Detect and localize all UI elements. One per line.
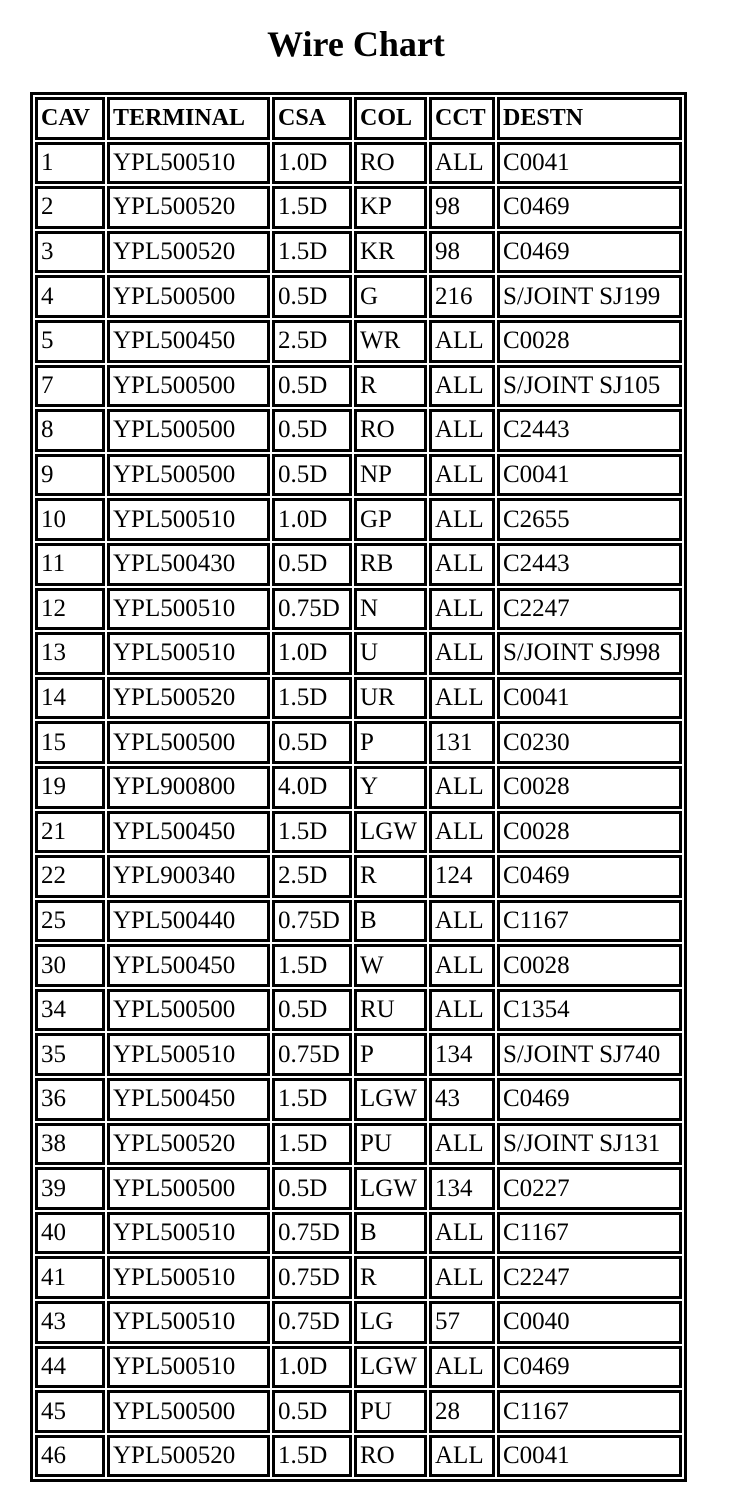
column-header-col: COL bbox=[354, 97, 427, 140]
cell-terminal: YPL500500 bbox=[107, 989, 270, 1032]
table-row bbox=[35, 498, 682, 541]
cell-csa: 1.0D bbox=[272, 498, 352, 541]
cell-destn: C0028 bbox=[497, 944, 682, 987]
cell-col: P bbox=[354, 721, 427, 764]
cell-destn: C1167 bbox=[497, 900, 682, 943]
cell-cav: 46 bbox=[35, 1435, 105, 1478]
cell-destn: C2443 bbox=[497, 409, 682, 452]
cell-terminal: YPL500500 bbox=[107, 365, 270, 408]
cell-terminal: YPL500500 bbox=[107, 721, 270, 764]
cell-cct: ALL bbox=[429, 454, 495, 497]
cell-cav: 35 bbox=[35, 1033, 105, 1076]
cell-col: LG bbox=[354, 1301, 427, 1344]
cell-terminal: YPL900800 bbox=[107, 766, 270, 809]
cell-cct: ALL bbox=[429, 588, 495, 631]
cell-terminal: YPL500520 bbox=[107, 231, 270, 274]
table-row bbox=[35, 1167, 682, 1210]
cell-col: RU bbox=[354, 989, 427, 1032]
table-row bbox=[35, 989, 682, 1032]
cell-cav: 4 bbox=[35, 275, 105, 318]
cell-cav: 12 bbox=[35, 588, 105, 631]
table-row bbox=[35, 186, 682, 229]
cell-cav: 10 bbox=[35, 498, 105, 541]
cell-destn: S/JOINT SJ199 bbox=[497, 275, 682, 318]
cell-terminal: YPL500520 bbox=[107, 186, 270, 229]
cell-col: R bbox=[354, 365, 427, 408]
table-row bbox=[35, 365, 682, 408]
cell-destn: C0028 bbox=[497, 811, 682, 854]
cell-terminal: YPL500510 bbox=[107, 1256, 270, 1299]
cell-destn: C0041 bbox=[497, 677, 682, 720]
table-row bbox=[35, 1256, 682, 1299]
cell-destn: C0469 bbox=[497, 855, 682, 898]
cell-col: U bbox=[354, 632, 427, 675]
cell-cav: 13 bbox=[35, 632, 105, 675]
cell-csa: 0.5D bbox=[272, 409, 352, 452]
cell-terminal: YPL500510 bbox=[107, 1033, 270, 1076]
cell-terminal: YPL500510 bbox=[107, 632, 270, 675]
cell-cct: ALL bbox=[429, 944, 495, 987]
cell-destn: S/JOINT SJ998 bbox=[497, 632, 682, 675]
cell-col: P bbox=[354, 1033, 427, 1076]
cell-destn: C0469 bbox=[497, 186, 682, 229]
cell-destn: S/JOINT SJ740 bbox=[497, 1033, 682, 1076]
cell-cct: 216 bbox=[429, 275, 495, 318]
cell-cct: ALL bbox=[429, 1256, 495, 1299]
cell-cav: 15 bbox=[35, 721, 105, 764]
cell-destn: C2247 bbox=[497, 588, 682, 631]
cell-cct: ALL bbox=[429, 989, 495, 1032]
cell-cct: ALL bbox=[429, 409, 495, 452]
cell-destn: C0028 bbox=[497, 320, 682, 363]
cell-cct: ALL bbox=[429, 811, 495, 854]
table-row bbox=[35, 588, 682, 631]
cell-col: B bbox=[354, 1212, 427, 1255]
cell-cav: 19 bbox=[35, 766, 105, 809]
cell-cct: 134 bbox=[429, 1167, 495, 1210]
column-header-cav: CAV bbox=[35, 97, 105, 140]
cell-col: KP bbox=[354, 186, 427, 229]
cell-cav: 11 bbox=[35, 543, 105, 586]
cell-col: W bbox=[354, 944, 427, 987]
cell-destn: C0041 bbox=[497, 142, 682, 185]
cell-terminal: YPL500520 bbox=[107, 677, 270, 720]
table-row bbox=[35, 944, 682, 987]
wire-chart-table bbox=[30, 92, 687, 1482]
page-title: Wire Chart bbox=[267, 24, 445, 64]
cell-terminal: YPL500430 bbox=[107, 543, 270, 586]
cell-terminal: YPL500440 bbox=[107, 900, 270, 943]
table-row bbox=[35, 855, 682, 898]
cell-cct: 131 bbox=[429, 721, 495, 764]
cell-cav: 44 bbox=[35, 1346, 105, 1389]
cell-terminal: YPL500510 bbox=[107, 142, 270, 185]
cell-terminal: YPL500500 bbox=[107, 409, 270, 452]
cell-cav: 7 bbox=[35, 365, 105, 408]
cell-col: R bbox=[354, 1256, 427, 1299]
cell-csa: 0.75D bbox=[272, 588, 352, 631]
cell-cav: 41 bbox=[35, 1256, 105, 1299]
cell-csa: 0.5D bbox=[272, 1390, 352, 1433]
cell-destn: C2443 bbox=[497, 543, 682, 586]
cell-terminal: YPL500510 bbox=[107, 498, 270, 541]
cell-cct: 28 bbox=[429, 1390, 495, 1433]
cell-destn: C0227 bbox=[497, 1167, 682, 1210]
cell-cav: 22 bbox=[35, 855, 105, 898]
cell-cct: ALL bbox=[429, 1346, 495, 1389]
cell-csa: 1.5D bbox=[272, 1078, 352, 1121]
table-row bbox=[35, 1033, 682, 1076]
cell-terminal: YPL500510 bbox=[107, 1212, 270, 1255]
cell-destn: C2247 bbox=[497, 1256, 682, 1299]
cell-csa: 2.5D bbox=[272, 320, 352, 363]
cell-cct: ALL bbox=[429, 498, 495, 541]
cell-col: NP bbox=[354, 454, 427, 497]
cell-csa: 0.5D bbox=[272, 365, 352, 408]
cell-csa: 0.75D bbox=[272, 1212, 352, 1255]
cell-cct: 98 bbox=[429, 186, 495, 229]
cell-terminal: YPL500450 bbox=[107, 811, 270, 854]
table-row bbox=[35, 632, 682, 675]
cell-cct: 98 bbox=[429, 231, 495, 274]
cell-col: LGW bbox=[354, 811, 427, 854]
cell-csa: 0.75D bbox=[272, 1033, 352, 1076]
cell-col: Y bbox=[354, 766, 427, 809]
table-row bbox=[35, 1123, 682, 1166]
cell-col: RO bbox=[354, 142, 427, 185]
cell-csa: 0.5D bbox=[272, 1167, 352, 1210]
cell-csa: 4.0D bbox=[272, 766, 352, 809]
column-header-csa: CSA bbox=[272, 97, 352, 140]
cell-csa: 1.0D bbox=[272, 1346, 352, 1389]
cell-col: RO bbox=[354, 409, 427, 452]
cell-csa: 1.5D bbox=[272, 231, 352, 274]
cell-col: G bbox=[354, 275, 427, 318]
cell-destn: C1354 bbox=[497, 989, 682, 1032]
cell-destn: C0028 bbox=[497, 766, 682, 809]
cell-terminal: YPL900340 bbox=[107, 855, 270, 898]
cell-csa: 1.5D bbox=[272, 1435, 352, 1478]
cell-cct: ALL bbox=[429, 766, 495, 809]
cell-cct: ALL bbox=[429, 320, 495, 363]
cell-terminal: YPL500510 bbox=[107, 1301, 270, 1344]
table-row bbox=[35, 409, 682, 452]
cell-cct: ALL bbox=[429, 543, 495, 586]
cell-terminal: YPL500500 bbox=[107, 1167, 270, 1210]
cell-cav: 45 bbox=[35, 1390, 105, 1433]
cell-csa: 1.5D bbox=[272, 1123, 352, 1166]
table-row bbox=[35, 766, 682, 809]
cell-cav: 2 bbox=[35, 186, 105, 229]
cell-cct: ALL bbox=[429, 677, 495, 720]
cell-destn: C0041 bbox=[497, 454, 682, 497]
cell-destn: S/JOINT SJ105 bbox=[497, 365, 682, 408]
cell-col: R bbox=[354, 855, 427, 898]
cell-col: WR bbox=[354, 320, 427, 363]
cell-csa: 0.5D bbox=[272, 543, 352, 586]
table-row bbox=[35, 275, 682, 318]
cell-cct: ALL bbox=[429, 142, 495, 185]
table-row bbox=[35, 677, 682, 720]
cell-col: LGW bbox=[354, 1078, 427, 1121]
table-row bbox=[35, 900, 682, 943]
table-header-row bbox=[35, 97, 682, 140]
table-row bbox=[35, 721, 682, 764]
cell-csa: 1.5D bbox=[272, 677, 352, 720]
table-body bbox=[35, 142, 682, 1478]
cell-col: PU bbox=[354, 1123, 427, 1166]
cell-destn: C0041 bbox=[497, 1435, 682, 1478]
cell-cav: 1 bbox=[35, 142, 105, 185]
cell-col: N bbox=[354, 588, 427, 631]
cell-terminal: YPL500520 bbox=[107, 1435, 270, 1478]
cell-cct: 134 bbox=[429, 1033, 495, 1076]
cell-cav: 14 bbox=[35, 677, 105, 720]
cell-col: PU bbox=[354, 1390, 427, 1433]
cell-cav: 25 bbox=[35, 900, 105, 943]
cell-col: UR bbox=[354, 677, 427, 720]
cell-cct: ALL bbox=[429, 1212, 495, 1255]
cell-cct: ALL bbox=[429, 365, 495, 408]
cell-col: LGW bbox=[354, 1346, 427, 1389]
cell-csa: 0.75D bbox=[272, 900, 352, 943]
table-row bbox=[35, 142, 682, 185]
cell-cav: 8 bbox=[35, 409, 105, 452]
cell-cav: 43 bbox=[35, 1301, 105, 1344]
cell-cct: ALL bbox=[429, 900, 495, 943]
cell-cav: 40 bbox=[35, 1212, 105, 1255]
cell-col: RO bbox=[354, 1435, 427, 1478]
cell-destn: C0469 bbox=[497, 231, 682, 274]
cell-csa: 1.0D bbox=[272, 632, 352, 675]
cell-cct: 57 bbox=[429, 1301, 495, 1344]
cell-terminal: YPL500450 bbox=[107, 1078, 270, 1121]
table-row bbox=[35, 543, 682, 586]
cell-destn: S/JOINT SJ131 bbox=[497, 1123, 682, 1166]
cell-cav: 21 bbox=[35, 811, 105, 854]
cell-cav: 38 bbox=[35, 1123, 105, 1166]
cell-terminal: YPL500510 bbox=[107, 588, 270, 631]
cell-cct: ALL bbox=[429, 1435, 495, 1478]
table-row bbox=[35, 1390, 682, 1433]
cell-cav: 5 bbox=[35, 320, 105, 363]
column-header-destn: DESTN bbox=[497, 97, 682, 140]
table-row bbox=[35, 320, 682, 363]
cell-cav: 3 bbox=[35, 231, 105, 274]
cell-csa: 0.5D bbox=[272, 989, 352, 1032]
table-row bbox=[35, 231, 682, 274]
cell-col: LGW bbox=[354, 1167, 427, 1210]
table-row bbox=[35, 1212, 682, 1255]
cell-terminal: YPL500500 bbox=[107, 275, 270, 318]
cell-cav: 39 bbox=[35, 1167, 105, 1210]
cell-destn: C1167 bbox=[497, 1212, 682, 1255]
table-row bbox=[35, 1078, 682, 1121]
cell-csa: 1.5D bbox=[272, 811, 352, 854]
cell-destn: C0040 bbox=[497, 1301, 682, 1344]
cell-csa: 1.5D bbox=[272, 186, 352, 229]
cell-cct: ALL bbox=[429, 632, 495, 675]
cell-csa: 1.5D bbox=[272, 944, 352, 987]
cell-destn: C1167 bbox=[497, 1390, 682, 1433]
cell-csa: 0.75D bbox=[272, 1256, 352, 1299]
cell-col: RB bbox=[354, 543, 427, 586]
cell-cav: 9 bbox=[35, 454, 105, 497]
cell-terminal: YPL500500 bbox=[107, 454, 270, 497]
cell-cav: 36 bbox=[35, 1078, 105, 1121]
table-row bbox=[35, 1435, 682, 1478]
cell-csa: 0.5D bbox=[272, 454, 352, 497]
cell-destn: C0230 bbox=[497, 721, 682, 764]
cell-destn: C2655 bbox=[497, 498, 682, 541]
cell-csa: 0.5D bbox=[272, 275, 352, 318]
cell-terminal: YPL500500 bbox=[107, 1390, 270, 1433]
cell-cct: ALL bbox=[429, 1123, 495, 1166]
table-row bbox=[35, 1301, 682, 1344]
cell-col: GP bbox=[354, 498, 427, 541]
cell-terminal: YPL500450 bbox=[107, 320, 270, 363]
cell-csa: 1.0D bbox=[272, 142, 352, 185]
cell-cct: 43 bbox=[429, 1078, 495, 1121]
cell-csa: 0.5D bbox=[272, 721, 352, 764]
cell-terminal: YPL500520 bbox=[107, 1123, 270, 1166]
table-row bbox=[35, 1346, 682, 1389]
table-row bbox=[35, 811, 682, 854]
cell-csa: 0.75D bbox=[272, 1301, 352, 1344]
cell-terminal: YPL500450 bbox=[107, 944, 270, 987]
column-header-cct: CCT bbox=[429, 97, 495, 140]
cell-destn: C0469 bbox=[497, 1078, 682, 1121]
cell-cav: 34 bbox=[35, 989, 105, 1032]
cell-col: B bbox=[354, 900, 427, 943]
table-row bbox=[35, 454, 682, 497]
cell-terminal: YPL500510 bbox=[107, 1346, 270, 1389]
cell-cct: 124 bbox=[429, 855, 495, 898]
column-header-terminal: TERMINAL bbox=[107, 97, 270, 140]
cell-destn: C0469 bbox=[497, 1346, 682, 1389]
cell-cav: 30 bbox=[35, 944, 105, 987]
cell-col: KR bbox=[354, 231, 427, 274]
cell-csa: 2.5D bbox=[272, 855, 352, 898]
